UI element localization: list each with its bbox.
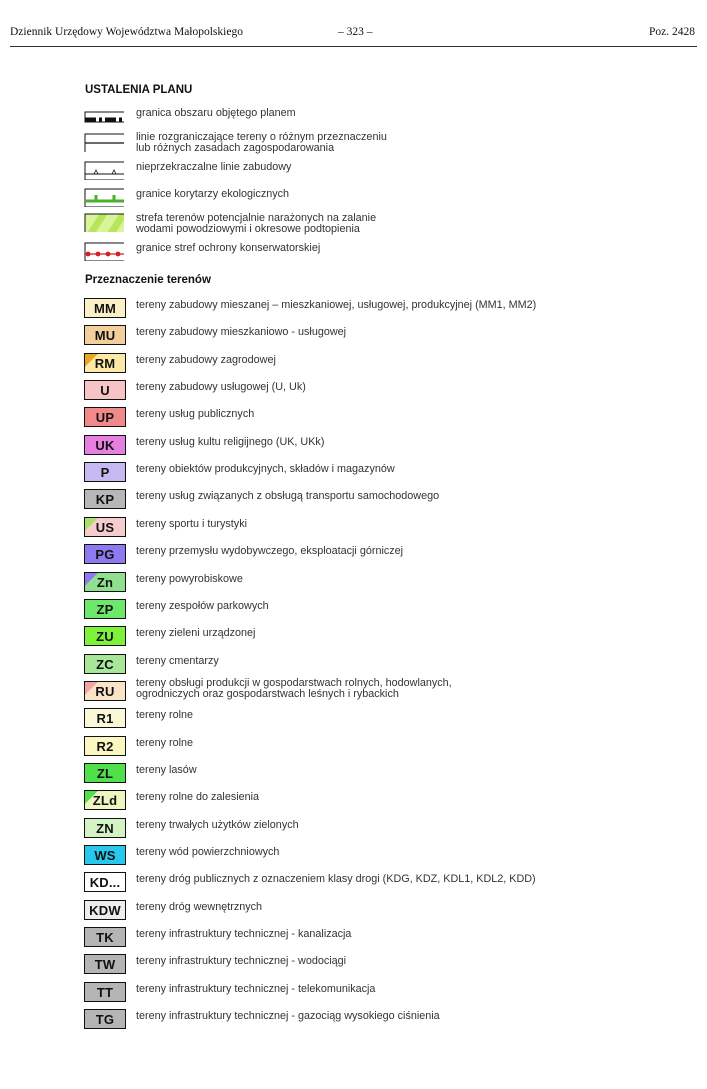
- zoning-description-line2: ogrodniczych oraz gospodarstwach leśnych i rybackich: [136, 688, 399, 700]
- zoning-description: tereny usług publicznych: [136, 408, 255, 420]
- zoning-code-badge: [84, 872, 126, 892]
- zoning-code-badge: [84, 599, 126, 619]
- zoning-code-badge: [84, 544, 126, 564]
- zoning-row-zu: [84, 626, 684, 650]
- legend-row-flood-zone: [84, 212, 684, 236]
- zoning-code: TG: [95, 1011, 115, 1027]
- legend-text-line1: linie rozgraniczające tereny o różnym przeznaczeniu: [136, 131, 387, 143]
- zoning-code: R1: [96, 710, 114, 726]
- zoning-row-zl: [84, 763, 684, 787]
- zoning-code: Zn: [96, 574, 114, 590]
- legend-text: granice korytarzy ekologicznych: [136, 188, 290, 200]
- legend-text: granica obszaru objętego planem: [136, 107, 296, 119]
- zoning-code-badge: [84, 380, 126, 400]
- legend-row-building-line: [84, 160, 684, 184]
- demarcation-lines-symbol: [84, 132, 124, 152]
- flood-zone-symbol: [84, 212, 124, 232]
- zoning-row-rm: [84, 353, 684, 377]
- legend-text: granice stref ochrony konserwatorskiej: [136, 242, 321, 254]
- zoning-code: ZP: [96, 601, 114, 617]
- zoning-row-r2: [84, 736, 684, 760]
- zoning-row-ws: [84, 845, 684, 869]
- zoning-row-zp: [84, 599, 684, 623]
- conservation-zone-symbol: [84, 241, 124, 261]
- zoning-code: ZLd: [92, 792, 118, 808]
- zoning-description: tereny zabudowy mieszkaniowo - usługowej: [136, 326, 347, 338]
- zoning-row-tk: [84, 927, 684, 951]
- zoning-row-us: [84, 517, 684, 541]
- zoning-row-uk: [84, 435, 684, 459]
- zoning-code-badge: [84, 954, 126, 974]
- zoning-code: ZU: [96, 628, 114, 644]
- zoning-description-line1: tereny obsługi produkcji w gospodarstwach rolnych, hodowlanych,: [136, 677, 452, 689]
- zoning-description: tereny przemysłu wydobywczego, eksploatacji górniczej: [136, 545, 404, 557]
- zoning-code-badge: [84, 845, 126, 865]
- zoning-description: tereny obiektów produkcyjnych, składów i magazynów: [136, 463, 395, 475]
- zoning-description: tereny infrastruktury technicznej - wodociągi: [136, 955, 347, 967]
- zoning-code: TW: [94, 956, 116, 972]
- zoning-row-kdw: [84, 900, 684, 924]
- zoning-code: MU: [94, 327, 116, 343]
- zoning-code: TT: [96, 984, 114, 1000]
- journal-title: Dziennik Urzędowy Województwa Małopolskiego: [10, 26, 243, 38]
- zoning-description: tereny sportu i turystyki: [136, 518, 248, 530]
- zoning-code: ZC: [96, 656, 114, 672]
- zoning-code-badge: [84, 435, 126, 455]
- zoning-code-badge: [84, 462, 126, 482]
- zoning-code-badge: [84, 763, 126, 783]
- legend-row-ecological-corridor: [84, 187, 684, 211]
- zoning-code-badge: [84, 736, 126, 756]
- zoning-code: ZL: [96, 765, 114, 781]
- zoning-description: tereny rolne do zalesienia: [136, 791, 260, 803]
- zoning-code-badge: [84, 489, 126, 509]
- zoning-code-badge: [84, 681, 126, 701]
- zoning-code-badge: [84, 325, 126, 345]
- zoning-code-badge: [84, 407, 126, 427]
- zoning-code: KP: [95, 491, 115, 507]
- zoning-row-mm: [84, 298, 684, 322]
- zoning-code-badge: [84, 517, 126, 537]
- zoning-description: tereny zabudowy usługowej (U, Uk): [136, 381, 306, 393]
- page-number: – 323 –: [338, 26, 373, 38]
- zoning-code: KDW: [89, 902, 121, 918]
- zoning-description: tereny lasów: [136, 764, 197, 776]
- zoning-description: tereny powyrobiskowe: [136, 573, 243, 585]
- position-number: Poz. 2428: [649, 26, 695, 38]
- zoning-code-badge: [84, 900, 126, 920]
- legend-text-line2: wodami powodziowymi i okresowe podtopienia: [136, 223, 360, 235]
- zoning-row-kd: [84, 872, 684, 896]
- zoning-code: P: [100, 464, 110, 480]
- zoning-code-badge: [84, 353, 126, 373]
- zoning-row-tw: [84, 954, 684, 978]
- zoning-description: tereny trwałych użytków zielonych: [136, 819, 299, 831]
- zoning-code: RM: [94, 355, 116, 371]
- zoning-code-badge: [84, 708, 126, 728]
- zoning-row-up: [84, 407, 684, 431]
- zoning-row-r1: [84, 708, 684, 732]
- zoning-description: tereny cmentarzy: [136, 655, 219, 667]
- zoning-row-zld: [84, 790, 684, 814]
- zoning-code: ZN: [96, 820, 114, 836]
- zoning-row-kp: [84, 489, 684, 513]
- zoning-code-badge: [84, 1009, 126, 1029]
- zoning-description: tereny usług związanych z obsługą transportu samochodowego: [136, 490, 440, 502]
- zoning-description: tereny zespołów parkowych: [136, 600, 269, 612]
- zoning-description: tereny rolne: [136, 737, 194, 749]
- zoning-code: UP: [95, 409, 115, 425]
- zoning-description: tereny rolne: [136, 709, 194, 721]
- zoning-description: tereny usług kultu religijnego (UK, UKk): [136, 436, 325, 448]
- zoning-row-zn: [84, 572, 684, 596]
- zoning-code-badge: [84, 982, 126, 1002]
- zoning-code-badge: [84, 654, 126, 674]
- zoning-code: U: [100, 382, 110, 398]
- zoning-row-u: [84, 380, 684, 404]
- legend-text-line2: lub różnych zasadach zagospodarowania: [136, 142, 335, 154]
- zoning-row-zc: [84, 654, 684, 678]
- legend-row-conservation-zone: [84, 241, 684, 265]
- zoning-code: MM: [93, 300, 117, 316]
- zoning-description: tereny infrastruktury technicznej - kanalizacja: [136, 928, 352, 940]
- zoning-code-badge: [84, 790, 126, 810]
- zoning-row-p: [84, 462, 684, 486]
- zoning-row-pg: [84, 544, 684, 568]
- zoning-description: tereny zabudowy zagrodowej: [136, 354, 276, 366]
- zoning-description: tereny zabudowy mieszanej – mieszkaniowej, usługowej, produkcyjnej (MM1, MM2): [136, 299, 537, 311]
- legend-row-demarcation: [84, 132, 684, 156]
- zoning-code-badge: [84, 927, 126, 947]
- zoning-code: UK: [95, 437, 115, 453]
- zoning-description: tereny infrastruktury technicznej - gazociąg wysokiego ciśnienia: [136, 1010, 440, 1022]
- zoning-description: tereny wód powierzchniowych: [136, 846, 280, 858]
- zoning-code-badge: [84, 818, 126, 838]
- plan-section-title: USTALENIA PLANU: [85, 84, 193, 96]
- legend-row-boundary: [84, 107, 684, 131]
- zoning-row-tt: [84, 982, 684, 1006]
- zoning-description: tereny infrastruktury technicznej - telekomunikacja: [136, 983, 376, 995]
- zoning-description: tereny dróg publicznych z oznaczeniem klasy drogi (KDG, KDZ, KDL1, KDL2, KDD): [136, 873, 536, 885]
- zoning-code: RU: [95, 683, 115, 699]
- legend-text: nieprzekraczalne linie zabudowy: [136, 161, 292, 173]
- page-header: [10, 26, 697, 47]
- zoning-code: WS: [94, 847, 116, 863]
- boundary-line-symbol: [84, 107, 124, 127]
- ecological-corridor-symbol: [84, 187, 124, 207]
- zoning-code-badge: [84, 572, 126, 592]
- zoning-row-mu: [84, 325, 684, 349]
- zoning-code: TK: [96, 929, 114, 945]
- zoning-code: KD...: [89, 874, 121, 890]
- zoning-row-zn: [84, 818, 684, 842]
- zoning-description: tereny zieleni urządzonej: [136, 627, 256, 639]
- zoning-row-tg: [84, 1009, 684, 1033]
- building-line-symbol: [84, 160, 124, 180]
- zoning-code: R2: [96, 738, 114, 754]
- zoning-code-badge: [84, 298, 126, 318]
- zoning-row-ru: [84, 677, 684, 705]
- zoning-description: tereny dróg wewnętrznych: [136, 901, 263, 913]
- zoning-code: US: [95, 519, 115, 535]
- zoning-section-title: Przeznaczenie terenów: [85, 274, 211, 286]
- zoning-code-badge: [84, 626, 126, 646]
- zoning-code: PG: [95, 546, 115, 562]
- legend-text-line1: strefa terenów potencjalnie narażonych na zalanie: [136, 212, 377, 224]
